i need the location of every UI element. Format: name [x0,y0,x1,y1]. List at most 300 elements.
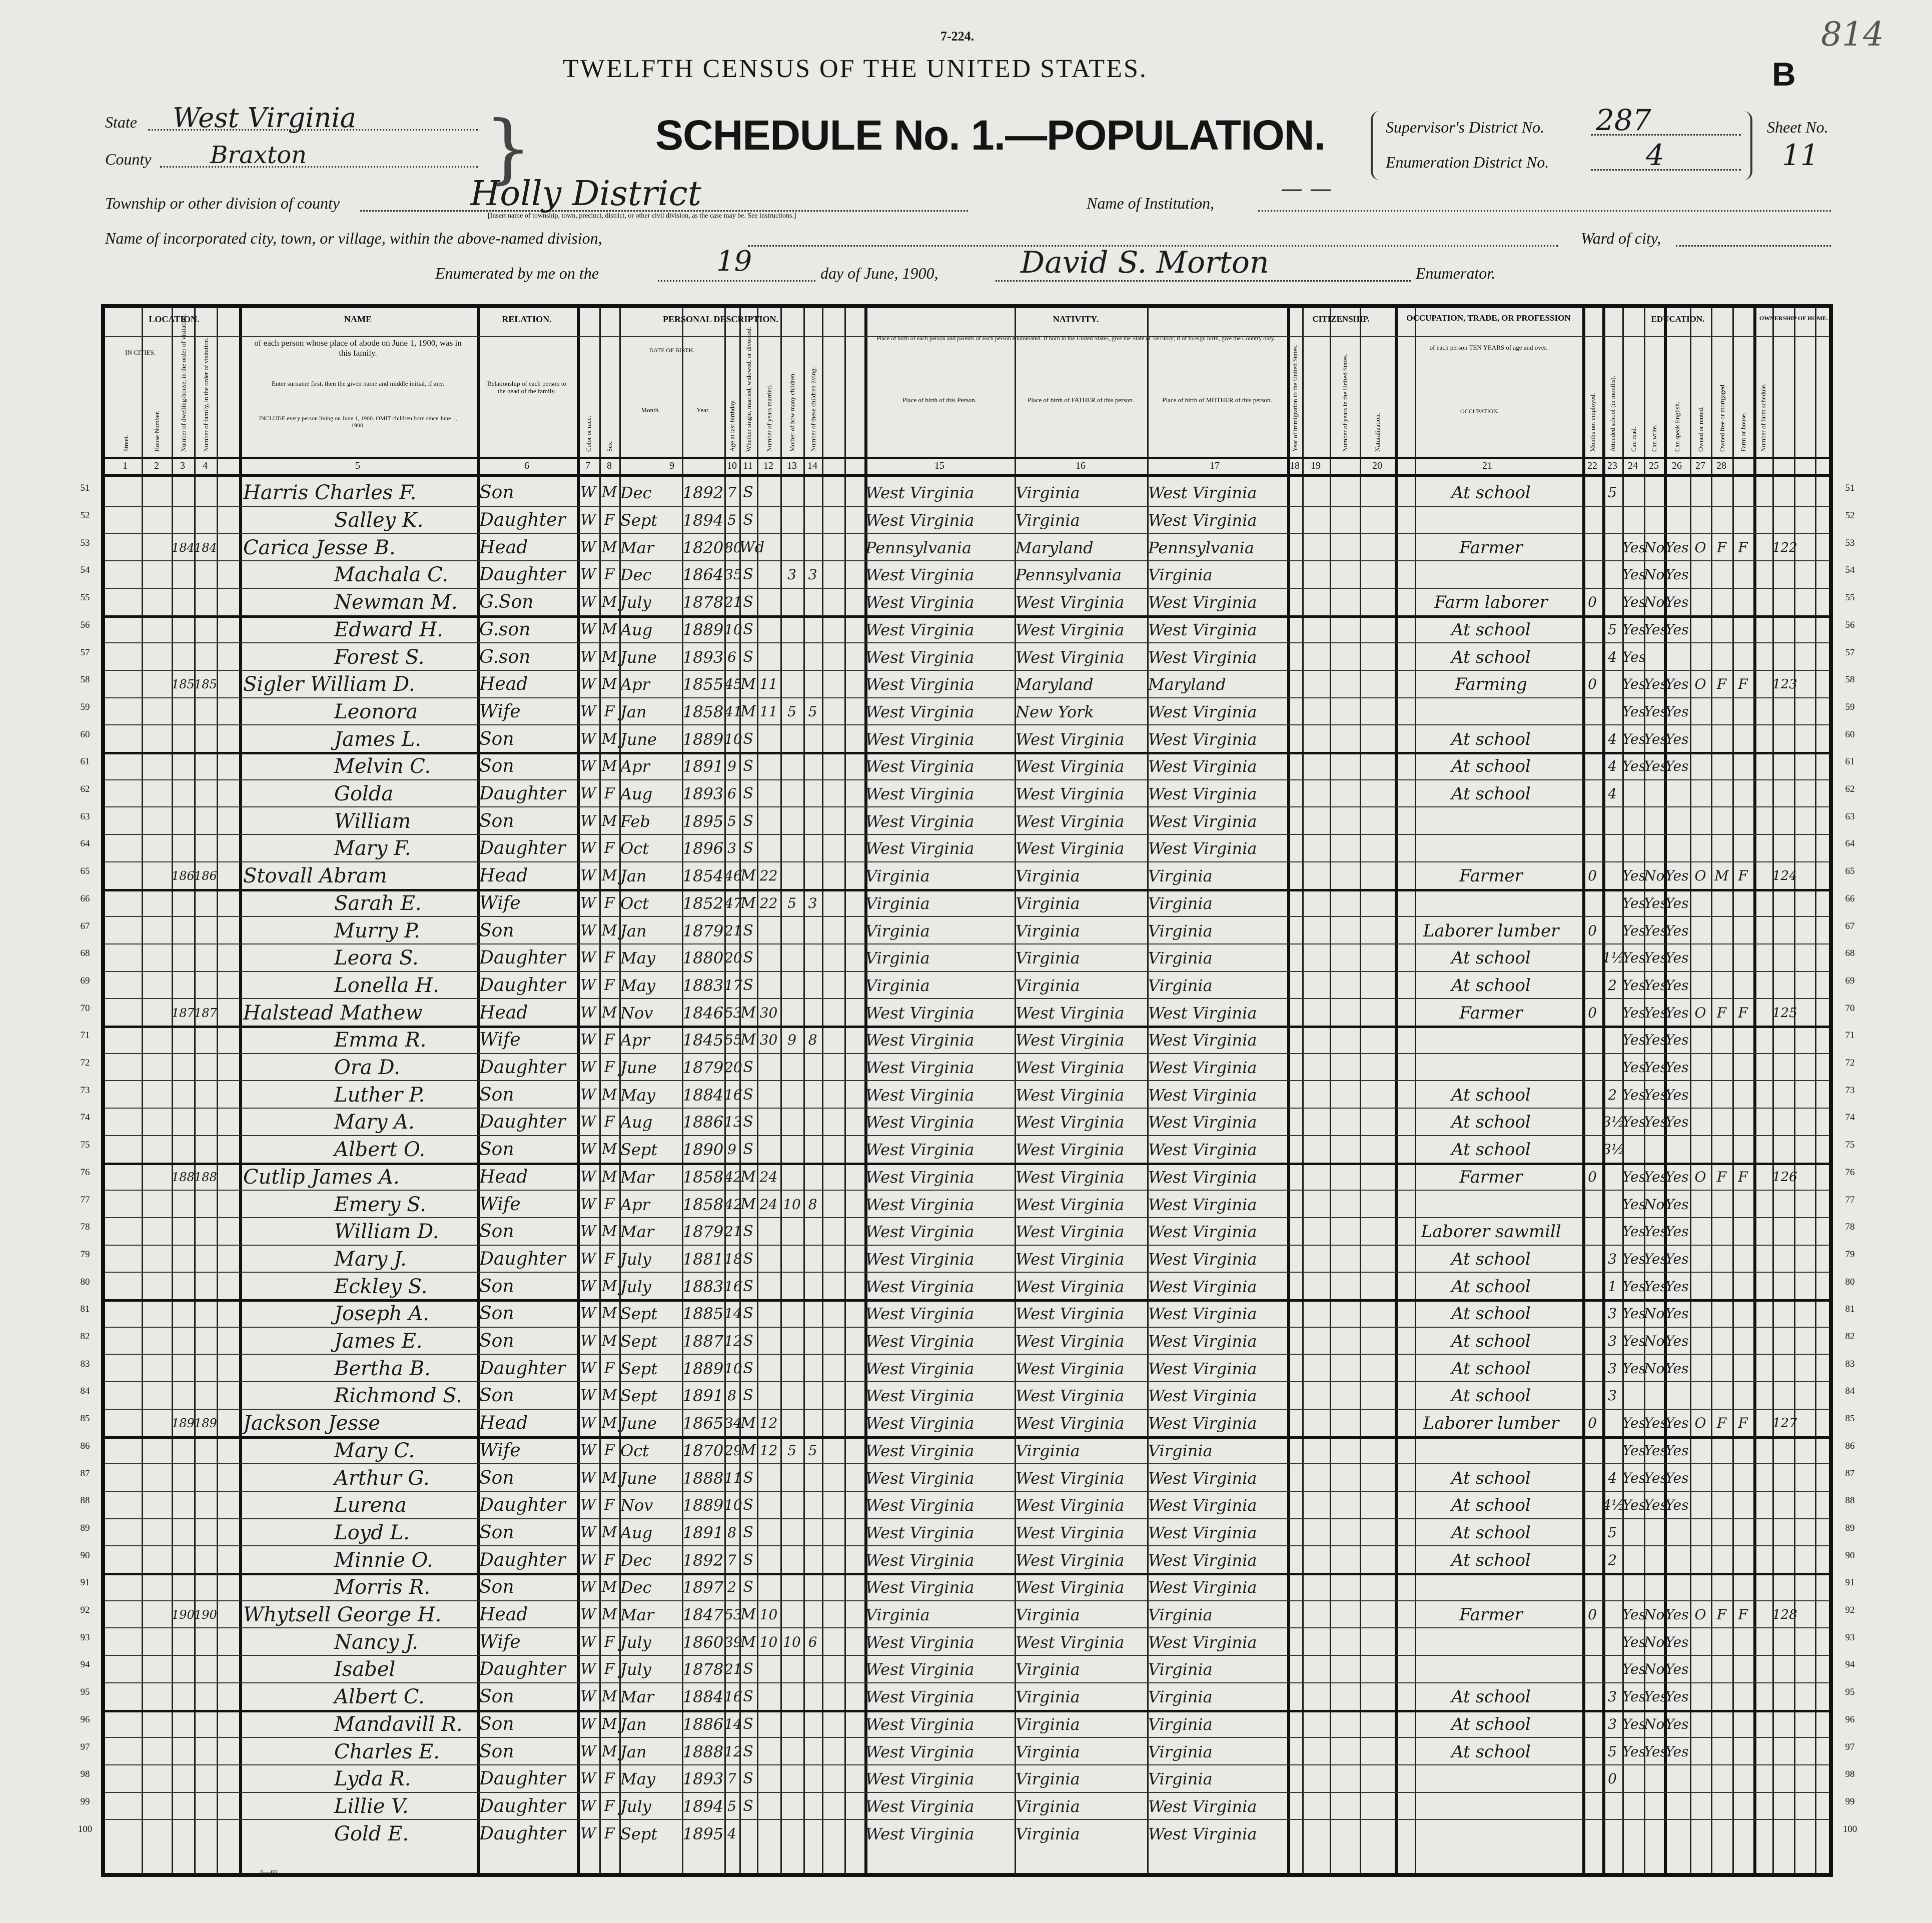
birthplace-father: West Virginia [1016,1195,1125,1214]
line-number-left: 99 [80,1796,90,1807]
row-rule [105,724,1829,725]
farm-schedule-number: 127 [1772,1416,1797,1431]
school-months: 5 [1608,484,1617,501]
race: W [580,894,596,912]
race: W [580,593,596,611]
free-or-mortgaged: F [1716,1168,1727,1185]
person-name: Machala C. [334,563,449,587]
marital-status: S [743,1715,753,1733]
birth-month: Sept [620,1304,658,1324]
marital-status: M [740,1168,756,1186]
school-months: 1 [1608,1278,1617,1295]
birthplace-person: West Virginia [865,675,975,694]
birth-month: Mar [620,1605,654,1625]
vertical-column-header: Street. [122,435,130,452]
marital-status: S [743,1742,753,1760]
line-number-left: 83 [80,1358,90,1369]
birth-year: 1884 [682,1687,724,1707]
birthplace-mother: West Virginia [1148,1414,1257,1433]
relation: Son [479,1686,514,1707]
row-rule [105,1163,1829,1165]
row-rule [105,1710,1829,1712]
ward-label: Ward of city, [1581,229,1661,247]
can-read: Yes [1622,758,1646,775]
birth-year: 1858 [682,702,724,721]
birth-month: Mar [620,1222,654,1242]
can-write: No [1644,1333,1665,1350]
relation: Daughter [479,975,566,996]
row-rule [105,615,1829,618]
column-rule [142,308,143,1873]
birthplace-mother: West Virginia [1148,729,1257,749]
age: 9 [727,758,736,775]
occupation: At school [1451,756,1531,777]
row-rule [105,670,1829,671]
birthplace-person: West Virginia [865,1414,975,1433]
birthplace-person: West Virginia [865,1249,975,1269]
row-rule [105,998,1829,999]
birthplace-person: West Virginia [865,1796,975,1816]
sex: F [604,785,615,803]
sex: M [601,1414,617,1432]
birthplace-mother: West Virginia [1148,1003,1257,1023]
birthplace-father: Virginia [1016,976,1080,995]
speaks-english: Yes [1665,1633,1689,1650]
race: W [580,1496,596,1514]
birthplace-mother: Virginia [1148,1687,1213,1707]
occupation: Farmer [1459,1605,1523,1625]
line-number-right: 54 [1845,565,1855,576]
birth-year: 1888 [682,1468,724,1488]
race: W [580,1195,596,1213]
speaks-english: Yes [1665,1661,1689,1678]
birth-year: 1858 [682,1195,724,1214]
person-name: Ora D. [334,1056,400,1080]
sex: M [601,812,617,830]
birth-year: 1879 [682,1058,724,1078]
marital-status: M [740,1195,756,1213]
line-number-left: 82 [80,1331,90,1342]
relation: Daughter [479,947,566,969]
years-married: 12 [759,1415,778,1432]
farm-schedule-number: 122 [1772,540,1797,555]
birth-month: Feb [620,811,650,831]
relation: Son [479,1139,514,1160]
can-write: Yes [1644,1032,1667,1049]
birthplace-mother: West Virginia [1148,1359,1257,1378]
line-number-left: 78 [80,1222,90,1233]
relation: Head [479,1166,528,1187]
relation: Son [479,920,514,941]
sex: F [604,1496,615,1514]
school-months: 4 [1608,758,1617,775]
birth-year: 1820 [682,538,724,557]
line-number-right: 72 [1845,1058,1855,1069]
line-number-right: 86 [1845,1440,1855,1451]
person-name: Luther P. [334,1083,425,1107]
column-rule [1360,308,1361,1873]
census-table [101,304,1833,1877]
age: 6 [727,785,736,802]
birth-year: 1889 [682,1359,724,1378]
can-write: Yes [1644,1415,1667,1432]
state-value: West Virginia [173,102,356,134]
relation: Son [479,1276,514,1297]
line-number-right: 55 [1845,592,1855,603]
dwelling-number: 190 [172,1608,195,1622]
column-number: 5 [355,460,360,471]
can-write: Yes [1644,1168,1667,1185]
occupation: At school [1451,1741,1531,1762]
birthplace-father: Virginia [1016,1824,1080,1843]
occupation: At school [1451,1112,1531,1133]
race: W [580,1141,596,1159]
can-read: Yes [1622,539,1646,556]
row-rule [105,1682,1829,1683]
column-number: 18 [1290,460,1300,471]
farm-or-house: F [1738,676,1748,693]
line-number-right: 67 [1845,920,1855,931]
marital-status: M [740,702,756,720]
sex: F [604,1797,615,1815]
can-read: Yes [1622,1715,1646,1732]
free-or-mortgaged: M [1714,867,1729,884]
person-name: Mary C. [334,1439,415,1462]
race: W [580,511,596,529]
age: 80 [724,539,742,556]
occupation: At school [1451,1495,1531,1516]
sex: M [601,484,617,502]
relation: Son [479,1577,514,1598]
birth-year: 1870 [682,1441,724,1460]
can-write: Yes [1644,1059,1667,1076]
census-title: TWELFTH CENSUS OF THE UNITED STATES. [563,55,1148,83]
age: 12 [724,1743,742,1760]
can-read: Yes [1622,949,1646,967]
race: W [580,1086,596,1104]
marital-status: Wd [739,538,765,556]
marital-status: M [740,867,756,885]
column-number: 24 [1628,460,1638,471]
can-write: No [1644,539,1665,556]
column-number: 27 [1695,460,1705,471]
column-number: 22 [1587,460,1597,471]
column-number: 19 [1311,460,1321,471]
sex: M [601,1086,617,1104]
birth-year: 1883 [682,1277,724,1296]
occupation: At school [1451,1468,1531,1488]
age: 12 [724,1333,742,1350]
can-read: Yes [1622,1223,1646,1240]
birthplace-person: West Virginia [865,1660,975,1679]
birthplace-father: West Virginia [1016,1386,1125,1406]
birthplace-father: West Virginia [1016,1578,1125,1597]
occupation: At school [1451,1550,1531,1570]
relation: Daughter [479,1495,566,1516]
marital-status: M [740,1441,756,1459]
birthplace-mother: Virginia [1148,948,1213,968]
age: 3 [727,840,736,857]
relation: Son [479,1467,514,1488]
institution-underline [1258,210,1831,212]
nativity-subheader: Place of birth of each person and parents of each person enumerated. If born in the United States, give the State or Territory; if of foreign birth, give the Country only. [876,335,1275,342]
incorporated-label: Name of incorporated city, town, or village, within the above-named division, [105,229,602,247]
years-married: 10 [759,1633,778,1650]
sex: F [604,1195,615,1213]
owned-or-rented: O [1694,539,1706,556]
mother-of-children: 10 [783,1633,801,1650]
marital-status: S [743,785,753,803]
farm-or-house: F [1738,1606,1748,1623]
footer-mark: 6—69 [260,1869,278,1876]
owned-or-rented: O [1694,676,1706,693]
relation: Daughter [479,1112,566,1133]
line-number-right: 80 [1845,1276,1855,1287]
line-number-right: 85 [1845,1413,1855,1424]
citizenship-header: CITIZENSHIP. [1312,314,1370,324]
marital-status: S [743,1770,753,1788]
occupation: At school [1451,948,1531,969]
sex: M [601,538,617,556]
person-name: Jackson Jesse [243,1412,381,1435]
birthplace-person: West Virginia [865,1496,975,1515]
relation: Son [479,1084,514,1105]
birthplace-father: West Virginia [1016,729,1125,749]
marital-status: S [743,1141,753,1159]
birthplace-father: Maryland [1016,675,1094,694]
age: 21 [724,1661,742,1678]
can-write: No [1644,1606,1665,1623]
sex: F [604,1059,615,1077]
row-rule [105,889,1829,891]
race: W [580,1387,596,1405]
race: W [580,702,596,720]
marital-status: S [743,1332,753,1350]
birth-month: July [620,1660,651,1679]
school-months: 3 [1608,1305,1617,1322]
can-read: Yes [1622,1086,1646,1103]
sex: M [601,1578,617,1596]
relation: Head [479,1002,528,1023]
birth-father-header: Place of birth of FATHER of this person. [1028,396,1134,404]
race: W [580,1113,596,1131]
column-number: 9 [669,460,674,471]
birthplace-mother: West Virginia [1148,647,1257,667]
race: W [580,1359,596,1377]
marital-status: S [743,812,753,830]
birth-year: 1878 [682,1660,724,1679]
birthplace-person: West Virginia [865,1632,975,1652]
line-number-left: 71 [80,1030,90,1041]
birthplace-person: Virginia [865,893,930,913]
person-name: Albert C. [334,1685,425,1709]
race: W [580,648,596,666]
marital-status: M [740,894,756,912]
speaks-english: Yes [1665,1360,1689,1377]
school-months: 4½ [1602,1497,1625,1514]
can-read: Yes [1622,648,1646,665]
person-name: Lonella H. [334,974,439,997]
person-name: Golda [334,782,394,806]
birthplace-mother: Virginia [1148,1605,1213,1625]
birthplace-person: West Virginia [865,1769,975,1789]
column-number: 7 [585,460,590,471]
row-rule [105,806,1829,807]
sex: F [604,1770,615,1788]
free-or-mortgaged: F [1716,1606,1727,1623]
enumeration-underline [1591,169,1741,171]
birthplace-father: West Virginia [1016,1167,1125,1187]
can-write: No [1644,1633,1665,1650]
race: W [580,1715,596,1733]
occupation: Farmer [1459,866,1523,886]
line-number-left: 56 [80,619,90,630]
marital-status: M [740,1606,756,1624]
form-number: 7-224. [940,29,975,44]
birthplace-father: Virginia [1016,1742,1080,1761]
relation: Wife [479,1194,521,1215]
sex: M [601,1305,617,1323]
person-name: Lyda R. [334,1767,411,1791]
line-number-left: 64 [80,838,90,849]
occupation: At school [1451,1687,1531,1707]
line-number-left: 55 [80,592,90,603]
birth-year: 1889 [682,620,724,639]
speaks-english: Yes [1665,1333,1689,1350]
line-number-left: 93 [80,1632,90,1643]
farm-or-house: F [1738,539,1748,556]
birthplace-mother: West Virginia [1148,1578,1257,1597]
can-write: Yes [1644,922,1667,939]
marital-status: M [740,1414,756,1432]
birthplace-father: West Virginia [1016,1332,1125,1351]
birth-month: Nov [620,1496,653,1515]
vertical-column-header: Farm or house. [1739,412,1747,452]
age: 10 [724,621,742,638]
relation: Wife [479,701,521,722]
row-rule [105,1108,1829,1109]
school-months: 3 [1608,1333,1617,1350]
occupation: Farmer [1459,1167,1523,1187]
line-number-right: 60 [1845,729,1855,740]
row-rule [105,1080,1829,1081]
speaks-english: Yes [1665,1497,1689,1514]
location-header: LOCATION. [149,314,200,324]
vertical-column-header: Sex. [606,440,613,452]
line-number-right: 74 [1845,1112,1855,1123]
birth-year: 1847 [682,1605,724,1625]
birthplace-person: Virginia [865,1605,930,1625]
relation: Head [479,865,528,886]
birthplace-mother: West Virginia [1148,1058,1257,1078]
birthplace-father: West Virginia [1016,757,1125,776]
line-number-left: 68 [80,948,90,959]
birthplace-father: New York [1016,702,1094,721]
vertical-column-header: Can write. [1650,424,1658,452]
person-name: Isabel [334,1658,396,1681]
line-number-right: 51 [1845,483,1855,494]
birthplace-person: West Virginia [865,1332,975,1351]
sex: M [601,675,617,693]
birth-month: June [620,729,657,749]
birthplace-mother: West Virginia [1148,1824,1257,1843]
line-number-right: 81 [1845,1304,1855,1315]
birth-year: 1846 [682,1003,724,1023]
birthplace-person: West Virginia [865,1140,975,1160]
dwelling-number: 184 [172,540,195,555]
years-married: 10 [759,1606,778,1623]
birthplace-person: Virginia [865,866,930,886]
sex: M [601,867,617,885]
school-months: 3 [1608,1250,1617,1267]
birthplace-mother: West Virginia [1148,757,1257,776]
line-number-left: 72 [80,1058,90,1069]
birth-year: 1885 [682,1304,724,1324]
birthplace-person: West Virginia [865,757,975,776]
birth-month: June [620,1468,657,1488]
birth-year: 1892 [682,483,724,503]
birth-month: Dec [620,565,652,585]
line-number-right: 99 [1845,1796,1855,1807]
relation: Daughter [479,1659,566,1680]
birthplace-father: West Virginia [1016,1031,1125,1050]
township-label: Township or other division of county [105,194,340,212]
row-rule [105,861,1829,862]
speaks-english: Yes [1665,1059,1689,1076]
can-write: No [1644,566,1665,583]
speaks-english: Yes [1665,1114,1689,1131]
birth-person-header: Place of birth of this Person. [902,396,977,404]
line-number-left: 87 [80,1468,90,1479]
birthplace-mother: West Virginia [1148,1496,1257,1515]
line-number-right: 65 [1845,866,1855,877]
relation: Head [479,1604,528,1625]
years-married: 24 [759,1196,778,1213]
race: W [580,1578,596,1596]
dwelling-number: 189 [172,1416,195,1431]
birth-month: May [620,948,655,968]
row-rule [105,588,1829,589]
line-number-right: 61 [1845,756,1855,767]
row-rule [105,1600,1829,1601]
can-read: Yes [1622,1004,1646,1021]
can-write: Yes [1644,758,1667,775]
farm-schedule-number: 124 [1772,868,1797,884]
birth-year: 1858 [682,1167,724,1187]
birth-month: Oct [620,893,649,913]
school-months: 2 [1608,977,1617,994]
race: W [580,1223,596,1241]
line-number-right: 83 [1845,1358,1855,1369]
birth-month: Sept [620,511,658,530]
birth-month: Oct [620,1441,649,1460]
birth-month: May [620,1085,655,1105]
row-rule [105,1026,1829,1028]
owned-or-rented: O [1694,1606,1706,1623]
months-not-employed: 0 [1588,1415,1597,1432]
birthplace-father: Virginia [1016,1714,1080,1734]
sex: F [604,949,615,967]
marital-status: S [743,949,753,967]
race: W [580,675,596,693]
birth-year: 1891 [682,1386,724,1406]
can-write: No [1644,1196,1665,1213]
person-name: Lillie V. [334,1794,409,1818]
birth-year: 1852 [682,893,724,913]
age: 42 [724,1196,742,1213]
birthplace-father: West Virginia [1016,1414,1125,1433]
birthplace-mother: West Virginia [1148,1249,1257,1269]
